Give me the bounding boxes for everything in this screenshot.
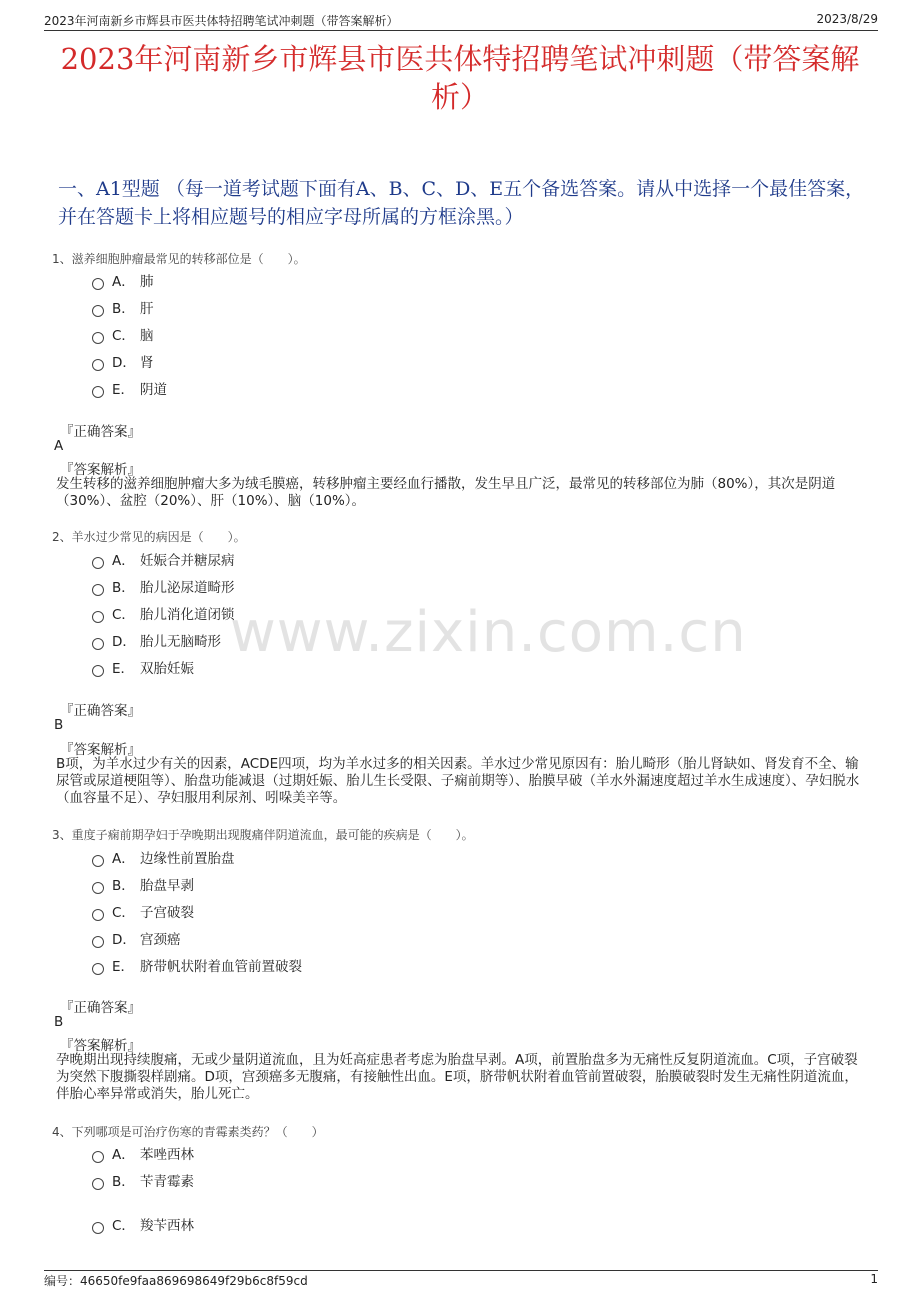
option-e[interactable]: E． 阴道 <box>92 378 167 396</box>
radio-icon[interactable] <box>92 665 104 677</box>
radio-icon[interactable] <box>92 305 104 317</box>
radio-icon[interactable] <box>92 855 104 867</box>
option-e[interactable]: E． 双胎妊娠 <box>92 657 194 675</box>
option-c[interactable]: C． 羧苄西林 <box>92 1214 194 1232</box>
radio-icon[interactable] <box>92 332 104 344</box>
radio-icon[interactable] <box>92 278 104 290</box>
option-b[interactable]: B． 胎儿泌尿道畸形 <box>92 576 235 594</box>
option-a[interactable]: A． 妊娠合并糖尿病 <box>92 549 235 567</box>
watermark: www.zixin.com.cn <box>230 600 747 665</box>
document-id: 编号：46650fe9faa869698649f29b6c8f59cd <box>44 1274 308 1288</box>
answer-label: 『正确答案』 <box>60 703 141 719</box>
explanation-text: 发生转移的滋养细胞肿瘤大多为绒毛膜癌，转移肿瘤主要经血行播散，发生早且广泛，最常见的转移部位为肺（80%），其次是阴道（30%）、盆腔（20%）、肝（10%）、脑（10%）。 <box>56 476 836 509</box>
option-a[interactable]: A． 苯唑西林 <box>92 1143 194 1161</box>
radio-icon[interactable] <box>92 386 104 398</box>
question-stem: 2、羊水过少常见的病因是（ ）。 <box>52 530 246 544</box>
option-a[interactable]: A． 边缘性前置胎盘 <box>92 847 235 865</box>
radio-icon[interactable] <box>92 584 104 596</box>
radio-icon[interactable] <box>92 359 104 371</box>
option-d[interactable]: D． 宫颈癌 <box>92 928 181 946</box>
option-a[interactable]: A． 肺 <box>92 270 154 288</box>
header-date: 2023/8/29 <box>816 12 878 26</box>
answer-value: A <box>54 438 64 454</box>
question-stem: 1、滋养细胞肿瘤最常见的转移部位是（ ）。 <box>52 252 306 266</box>
header-rule <box>44 30 878 31</box>
radio-icon[interactable] <box>92 882 104 894</box>
option-b[interactable]: B． 肝 <box>92 297 154 315</box>
answer-label: 『正确答案』 <box>60 1000 141 1016</box>
option-c[interactable]: C． 子宫破裂 <box>92 901 194 919</box>
option-c[interactable]: C． 胎儿消化道闭锁 <box>92 603 235 621</box>
radio-icon[interactable] <box>92 611 104 623</box>
question-stem: 3、重度子痫前期孕妇于孕晚期出现腹痛伴阴道流血，最可能的疾病是（ ）。 <box>52 828 474 842</box>
answer-value: B <box>54 1014 64 1030</box>
page-number: 1 <box>870 1272 878 1286</box>
radio-icon[interactable] <box>92 557 104 569</box>
explanation-label: 『答案解析』 <box>60 1038 141 1054</box>
running-header <box>44 12 878 30</box>
option-d[interactable]: D． 胎儿无脑畸形 <box>92 630 221 648</box>
explanation-text: B项，为羊水过少有关的因素，ACDE四项，均为羊水过多的相关因素。羊水过少常见原因有：胎儿畸形（胎儿肾缺如、肾发育不全、输尿管或尿道梗阻等）、胎盘功能减退（过期妊娠、胎儿生长受限、子痫前期等）、胎膜早破（羊水外漏速度超过羊水生成速度）、孕妇脱水（血容量不足）、孕妇服用利尿剂、吲哚美辛等。 <box>56 756 860 806</box>
option-e[interactable]: E． 脐带帆状附着血管前置破裂 <box>92 955 302 973</box>
explanation-label: 『答案解析』 <box>60 742 141 758</box>
answer-label: 『正确答案』 <box>60 424 141 440</box>
answer-value: B <box>54 717 64 733</box>
footer-rule <box>44 1270 878 1271</box>
radio-icon[interactable] <box>92 909 104 921</box>
question-stem: 4、下列哪项是可治疗伤寒的青霉素类药？（ ） <box>52 1125 324 1139</box>
option-c[interactable]: C． 脑 <box>92 324 154 342</box>
radio-icon[interactable] <box>92 936 104 948</box>
header-title: 2023年河南新乡市辉县市医共体特招聘笔试冲刺题（带答案解析） <box>44 14 399 28</box>
radio-icon[interactable] <box>92 1151 104 1163</box>
radio-icon[interactable] <box>92 1178 104 1190</box>
section-heading: 一、A1型题 （每一道考试题下面有A、B、C、D、E五个备选答案。请从中选择一个最佳答案，并在答题卡上将相应题号的相应字母所属的方框涂黑。） <box>58 178 865 228</box>
explanation-label: 『答案解析』 <box>60 462 141 478</box>
radio-icon[interactable] <box>92 638 104 650</box>
explanation-text: 孕晚期出现持续腹痛，无或少量阴道流血，且为妊高症患者考虑为胎盘早剥。A项，前置胎盘多为无痛性反复阴道流血。C项，子宫破裂为突然下腹撕裂样剧痛。D项，宫颈癌多无腹痛，有接触性出血。E项，脐带帆状附着血管前置破裂，胎膜破裂时发生无痛性阴道流血，伴胎心率异常或消失，胎儿死亡。 <box>56 1052 858 1102</box>
option-b[interactable]: B． 苄青霉素 <box>92 1170 194 1188</box>
option-d[interactable]: D． 肾 <box>92 351 154 369</box>
page-title: 2023年河南新乡市辉县市医共体特招聘笔试冲刺题（带答案解析） <box>60 42 860 114</box>
radio-icon[interactable] <box>92 963 104 975</box>
option-b[interactable]: B． 胎盘早剥 <box>92 874 194 892</box>
radio-icon[interactable] <box>92 1222 104 1234</box>
